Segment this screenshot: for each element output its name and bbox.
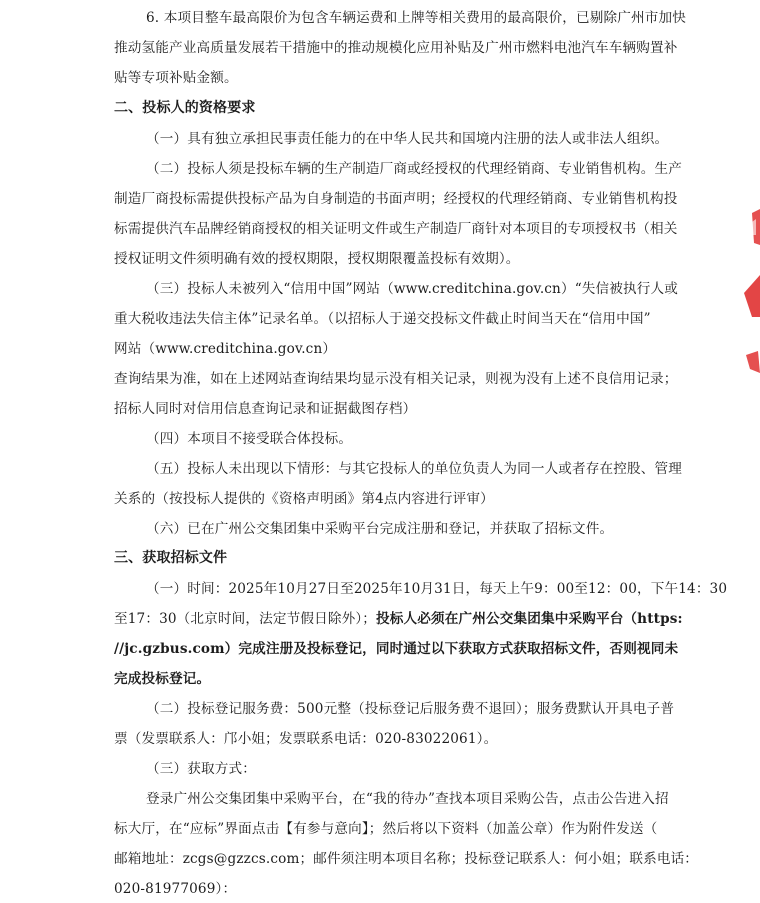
paragraph-line: （二）投标人须是投标车辆的生产制造厂商或经授权的代理经销商、专业销售机构。生产 (146, 161, 683, 177)
paragraph-line: 网站（www.creditchina.gov.cn） (114, 341, 337, 357)
paragraph-line: 标需提供汽车品牌经销商授权的相关证明文件或生产制造厂商针对本项目的专项授权书（相关 (114, 221, 678, 237)
section-heading: 二、投标人的资格要求 (114, 100, 256, 116)
paragraph-line: （一）具有独立承担民事责任能力的在中华人民共和国境内注册的法人或非法人组织。 (146, 131, 669, 147)
paragraph-line: 登录广州公交集团集中采购平台，在“我的待办”查找本项目采购公告，点击公告进入招 (146, 791, 669, 807)
paragraph-line (114, 609, 683, 629)
bold-text: 投标人必须在广州公交集团集中采购平台（https: (376, 611, 683, 627)
paragraph-line: //jc.gzbus.com）完成注册及投标登记，同时通过以下获取方式获取招标文件，否则视同未 (114, 641, 679, 657)
paragraph-line: 标大厅，在“应标”界面点击【有参与意向】；然后将以下资料（加盖公章）作为附件发送（ (114, 821, 658, 837)
paragraph-line: （六）已在广州公交集团集中采购平台完成注册和登记，并获取了招标文件。 (146, 521, 614, 537)
paragraph-line: （一）时间：2025年10月27日至2025年10月31日，每天上午9：00至12：00，下午14：30 (146, 581, 728, 597)
paragraph-line: 完成投标登记。 (114, 671, 211, 687)
paragraph-line: （四）本项目不接受联合体投标。 (146, 431, 353, 447)
paragraph-line: （三）投标人未被列入“信用中国”网站（www.creditchina.gov.cn）“失信被执行人或 (146, 281, 679, 297)
paragraph-line: 邮箱地址：zcgs@gzzcs.com；邮件须注明本项目名称；投标登记联系人：何小姐；联系电话： (114, 851, 699, 867)
paragraph-line: 6. 本项目整车最高限价为包含车辆运费和上牌等相关费用的最高限价，已剔除广州市加快 (146, 10, 687, 26)
paragraph-line: （三）获取方式： (146, 761, 256, 777)
paragraph-line: 贴等专项补贴金额。 (114, 70, 238, 86)
paragraph-line: 推动氢能产业高质量发展若干措施中的推动规模化应用补贴及广州市燃料电池汽车车辆购置补 (114, 40, 678, 56)
paragraph-line: 020-81977069）： (114, 881, 237, 897)
paragraph-line: 授权证明文件须明确有效的授权期限，授权期限覆盖投标有效期）。 (114, 251, 520, 267)
paragraph-line: （二）投标登记服务费：500元整（投标登记后服务费不退回）；服务费默认开具电子普 (146, 701, 675, 717)
paragraph-line: 制造厂商投标需提供投标产品为自身制造的书面声明；经授权的代理经销商、专业销售机构投 (114, 191, 678, 207)
paragraph-line: 查询结果为准，如在上述网站查询结果均显示没有相关记录，则视为没有上述不良信用记录； (114, 371, 678, 387)
seal-stamp-fragment (738, 205, 760, 385)
section-heading: 三、获取招标文件 (114, 550, 228, 566)
paragraph-line: 关系的（按投标人提供的《资格声明函》第4点内容进行评审） (114, 491, 494, 507)
paragraph-line: 重大税收违法失信主体”记录名单。（以招标人于递交投标文件截止时间当天在“信用中国” (114, 311, 651, 327)
paragraph-line: （五）投标人未出现以下情形：与其它投标人的单位负责人为同一人或者存在控股、管理 (146, 461, 683, 477)
paragraph-line: 招标人同时对信用信息查询记录和证据截图存档） (114, 401, 417, 417)
paragraph-line: 票（发票联系人：邝小姐；发票联系电话：020-83022061）。 (114, 731, 498, 747)
plain-text: 至17：30（北京时间，法定节假日除外）； (114, 611, 377, 627)
